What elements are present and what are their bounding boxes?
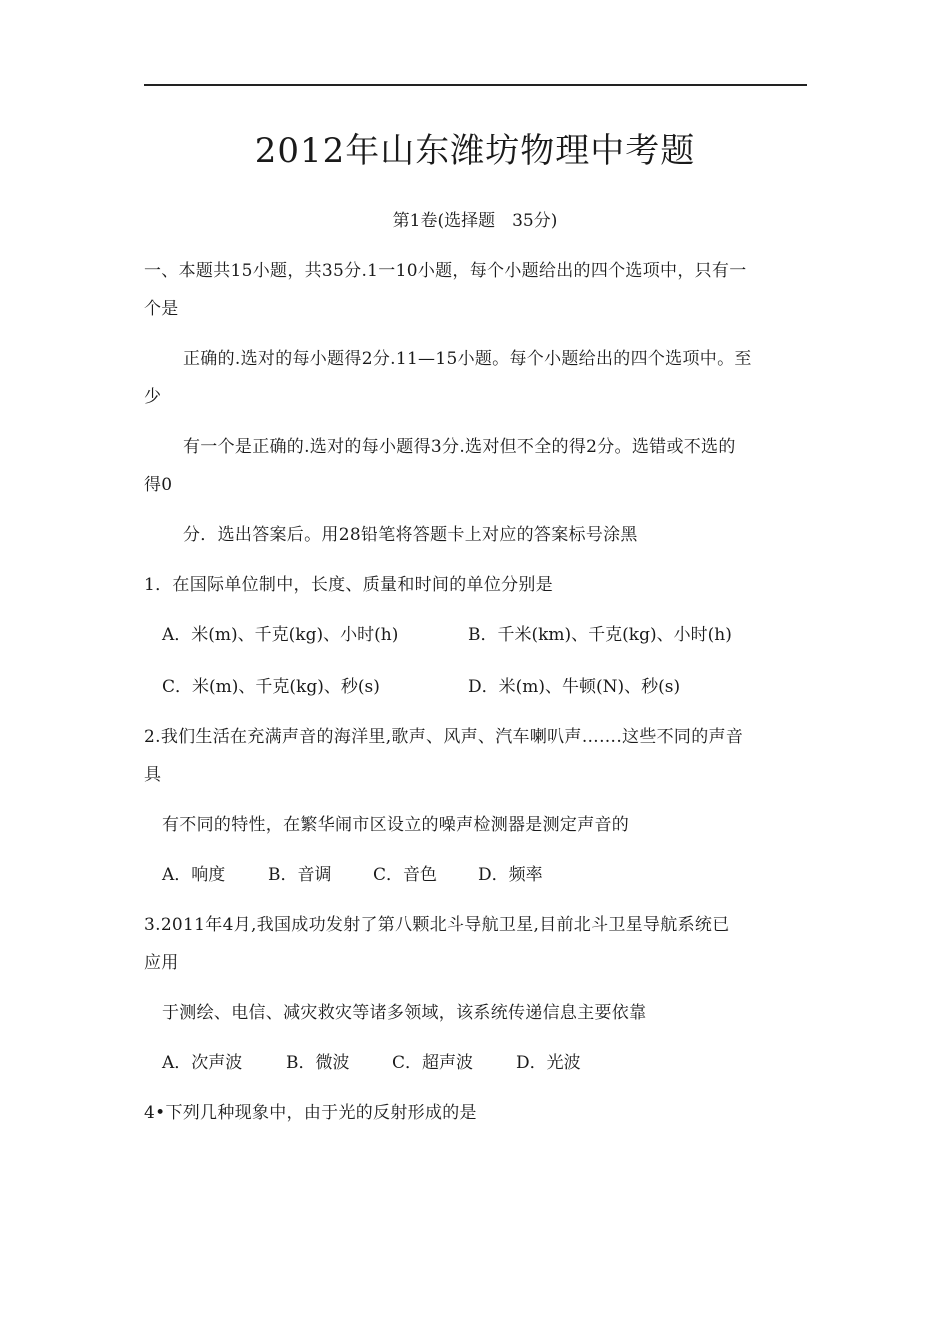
question-1-option-b: B．千米(km)、千克(kg)、小时(h) [468, 625, 732, 645]
question-3-option-a: A．次声波 [162, 1053, 243, 1073]
instruction-line-6: 得0 [144, 475, 173, 495]
question-2-stem-line-2: 具 [144, 765, 162, 785]
question-1-option-a: A．米(m)、千克(kg)、小时(h) [162, 625, 399, 645]
document-title: 2012年山东潍坊物理中考题 [254, 131, 696, 171]
question-2-stem-line-1: 2.我们生活在充满声音的海洋里,歌声、风声、汽车喇叭声…….这些不同的声音 [144, 727, 744, 747]
question-3-stem-line-2: 应用 [144, 953, 179, 973]
question-1-option-d: D．米(m)、牛顿(N)、秒(s) [468, 677, 681, 697]
instruction-line-4: 少 [144, 387, 162, 407]
instruction-line-2: 个是 [144, 299, 179, 319]
question-2-option-b: B．音调 [268, 865, 332, 885]
question-2-option-a: A．响度 [162, 865, 226, 885]
instruction-line-5: 有一个是正确的.选对的每小题得3分.选对但不全的得2分。选错或不选的 [183, 437, 736, 457]
question-3-option-d: D．光波 [516, 1053, 581, 1073]
question-2-option-d: D．频率 [478, 865, 543, 885]
question-2-stem-line-3: 有不同的特性，在繁华闹市区设立的噪声检测器是测定声音的 [162, 815, 630, 835]
instruction-line-1: 一、本题共15小题，共35分.1一10小题，每个小题给出的四个选项中，只有一 [144, 261, 747, 281]
question-1-option-c: C．米(m)、千克(kg)、秒(s) [162, 677, 380, 697]
question-3-option-c: C．超声波 [392, 1053, 474, 1073]
question-3-stem-line-1: 3.2011年4月,我国成功发射了第八颗北斗导航卫星,目前北斗卫星导航系统已 [144, 915, 730, 935]
instruction-line-7: 分．选出答案后。用28铅笔将答题卡上对应的答案标号涂黑 [183, 525, 638, 545]
question-3-option-b: B．微波 [286, 1053, 350, 1073]
question-1-stem: 1．在国际单位制中，长度、质量和时间的单位分别是 [144, 575, 554, 595]
question-2-option-c: C．音色 [373, 865, 438, 885]
instruction-line-3: 正确的.选对的每小题得2分.11—15小题。每个小题给出的四个选项中。至 [183, 349, 752, 369]
header-rule [144, 84, 807, 86]
question-3-stem-line-3: 于测绘、电信、减灾救灾等诸多领域，该系统传递信息主要依靠 [162, 1003, 647, 1023]
question-4-stem: 4•下列几种现象中，由于光的反射形成的是 [144, 1103, 477, 1123]
section-heading: 第1卷(选择题 35分) [392, 211, 558, 231]
